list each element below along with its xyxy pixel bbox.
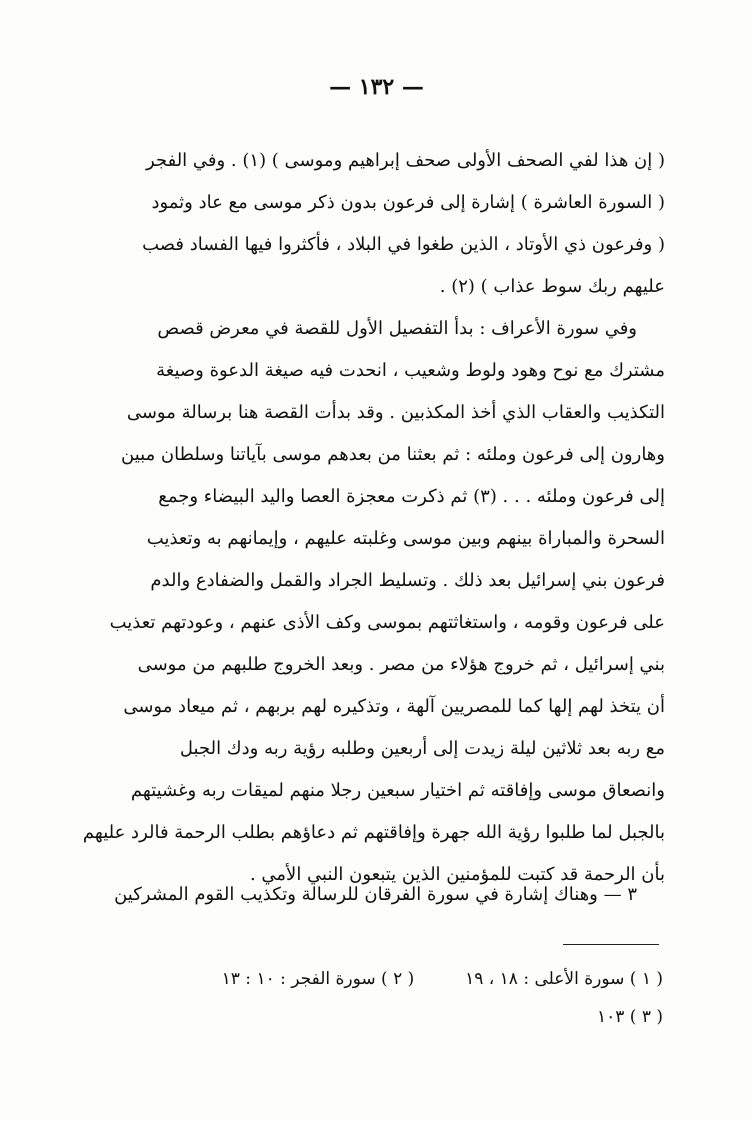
text-line: السحرة والمباراة بينهم وبين موسى وغلبته عليهم ، وإيمانهم به وتعذيب	[146, 528, 665, 549]
text-line: وانصعاق موسى وإفاقته ثم اختيار سبعين رجلا منهم لميقات ربه وغشيتهم	[130, 780, 665, 801]
footnote-2: ( ٢ ) سورة الفجر : ١٠ : ١٣	[221, 969, 415, 989]
text-line: ( وفرعون ذي الأوتاد ، الذين طغوا في البلاد ، فأكثروا فيها الفساد فصب	[142, 234, 665, 255]
footnote-3: ( ٣ ) ١٠٣	[596, 1007, 663, 1027]
page-number: — ١٣٢ —	[329, 74, 424, 100]
text-line: إلى فرعون وملئه . . . (٣) ثم ذكرت معجزة العصا واليد البيضاء وجمع	[158, 486, 665, 507]
paragraph-2	[65, 308, 665, 896]
text-line: فرعون بني إسرائيل بعد ذلك . وتسليط الجراد والقمل والضفادع والدم	[150, 570, 665, 591]
footnote-1: ( ١ ) سورة الأعلى : ١٨ ، ١٩	[465, 969, 663, 989]
paragraph-3	[65, 874, 665, 916]
text-line: وفي سورة الأعراف : بدأ التفصيل الأول للقصة في معرض قصص	[157, 318, 637, 339]
footnote-divider	[563, 944, 659, 945]
text-line: مع ربه بعد ثلاثين ليلة زيدت إلى أربعين وطلبه رؤية ربه ودك الجبل	[179, 738, 665, 759]
text-line: التكذيب والعقاب الذي أخذ المكذبين . وقد بدأت القصة هنا برسالة موسى	[126, 402, 665, 423]
text-line: بني إسرائيل ، ثم خروج هؤلاء من مصر . وبعد الخروج طلبهم من موسى	[137, 654, 665, 675]
footnotes	[83, 960, 663, 1036]
text-line: على فرعون وقومه ، واستغاثتهم بموسى وكف الأذى عنهم ، وعودتهم تعذيب	[109, 612, 665, 633]
text-line: مشترك مع نوح وهود ولوط وشعيب ، انحدت فيه صيغة الدعوة وصيغة	[156, 360, 665, 381]
text-line: ( السورة العاشرة ) إشارة إلى فرعون بدون ذكر موسى مع عاد وثمود	[151, 192, 665, 213]
text-line: بأن الرحمة قد كتبت للمؤمنين الذين يتبعون النبي الأمي .	[249, 864, 665, 885]
text-line: عليهم ربك سوط عذاب ) (٢) .	[439, 276, 665, 297]
text-line: ( إن هذا لفي الصحف الأولى صحف إبراهيم وموسى ) (١) . وفي الفجر	[146, 150, 665, 171]
text-line: ٣ — وهناك إشارة في سورة الفرقان للرسالة وتكذيب القوم المشركين	[114, 884, 637, 905]
footnote-line-2	[83, 998, 663, 1036]
text-line: وهارون إلى فرعون وملئه : ثم بعثنا من بعدهم موسى بآياتنا وسلطان مبين	[121, 444, 665, 465]
text-line: أن يتخذ لهم إلها كما للمصريين آلهة ، وتذكيره لهم بربهم ، ثم ميعاد موسى	[123, 696, 665, 717]
footnote-line-1	[83, 960, 663, 998]
paragraph-1	[65, 140, 665, 308]
text-line: بالجبل لما طلبوا رؤية الله جهرة وإفاقتهم ثم دعاؤهم بطلب الرحمة فالرد عليهم	[82, 822, 665, 843]
